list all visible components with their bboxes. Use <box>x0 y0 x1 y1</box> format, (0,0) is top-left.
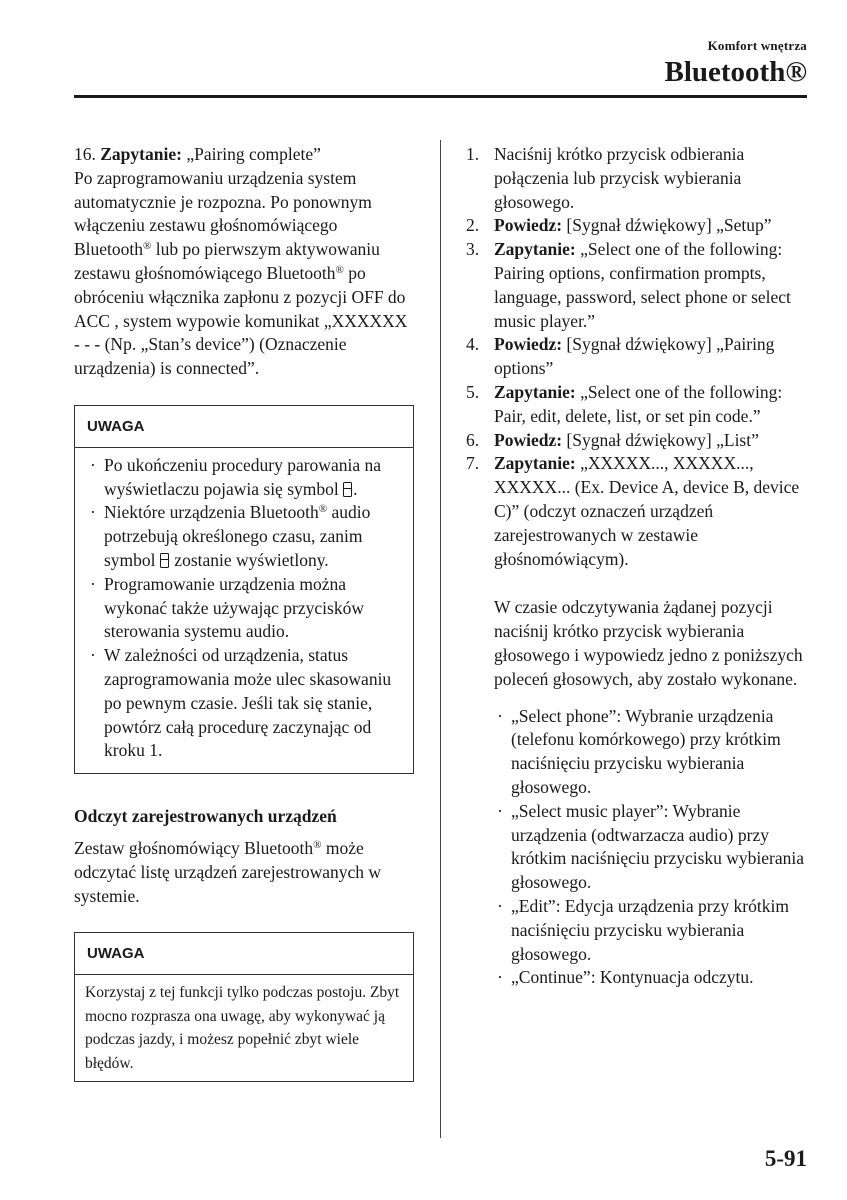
step-text: [Sygnał dźwiękowy] „List” <box>562 429 759 450</box>
paragraph-text: lub po pierwszym aktywowaniu zestawu głośnomówiącego Bluetooth <box>74 239 380 283</box>
registered-mark: ® <box>143 240 152 253</box>
note-text: audio potrzebują określonego czasu, zanim symbol <box>104 502 371 570</box>
paragraph-voice-commands: W czasie odczytywania żądanej pozycji naciśnij krótko przycisk wybierania głosowego i wypowiedz jedno z poniższych poleceń głosowych, aby zostało wykonane. <box>494 597 803 689</box>
note-item <box>87 501 403 572</box>
step-number: 1. <box>466 144 480 164</box>
note-box-2 <box>74 932 414 1082</box>
step-label: Zapytanie: <box>494 239 576 260</box>
right-column <box>466 143 808 990</box>
registered-mark: ® <box>313 838 322 851</box>
note-list <box>87 454 403 763</box>
command-item: · „Continue”: Kontynuacja odczytu. <box>494 966 808 990</box>
step-item <box>466 429 808 453</box>
paragraph-pairing-info <box>74 167 414 381</box>
note-item: · W zależności od urządzenia, status zaprogramowania może ulec skasowaniu po pewnym czasie. Jeśli tak się stanie, powtórz całą procedurę zaczynając od kroku 1. <box>87 644 403 763</box>
step-text: „Select one of the following: Pairing options, confirmation prompts, language, password, select phone or select music player.” <box>494 239 791 331</box>
note-text: Niektóre urządzenia Bluetooth <box>104 502 319 523</box>
step-number: 3. <box>466 239 480 260</box>
note-text: Po ukończeniu procedury parowania na wyświetlaczu pojawia się symbol <box>104 454 381 499</box>
step-number: 7. <box>466 453 480 474</box>
step-16-text: „Pairing complete” <box>186 144 321 164</box>
step-item <box>466 381 808 429</box>
step-item <box>466 214 808 238</box>
step-number: 5. <box>466 381 480 402</box>
step-label: Zapytanie: <box>494 381 576 402</box>
step-text: [Sygnał dźwiękowy] „Setup” <box>562 215 772 236</box>
registered-mark: ® <box>318 503 328 516</box>
command-item: · „Edit”: Edycja urządzenia przy krótkim naciśnięciu przycisku wybierania głosowego. <box>494 895 808 966</box>
note-box <box>74 405 414 774</box>
step-label: Powiedz: <box>494 429 563 450</box>
step-text: „XXXXX..., XXXXX..., XXXXX... (Ex. Device A, device B, device C)” (odczyt oznaczeń urządzeń zarejestrowanych w zestawie głośnomówiącym). <box>494 453 800 569</box>
step-item <box>466 143 808 214</box>
paragraph-text: Po zaprogramowaniu urządzenia system automatycznie je rozpozna. Po ponownym włączeniu zestawu głośnomówiącego Bluetooth <box>74 167 372 260</box>
page-number: 5-91 <box>764 1146 807 1171</box>
command-list <box>466 705 808 991</box>
registered-mark: ® <box>335 263 344 276</box>
note-text: . <box>353 478 358 499</box>
note-body <box>75 448 413 773</box>
step-number: 2. <box>466 215 480 236</box>
note-heading: UWAGA <box>75 933 413 975</box>
step-text: [Sygnał dźwiękowy] „Pairing options” <box>494 334 775 379</box>
page-title: Bluetooth® <box>664 56 807 88</box>
subheading: Odczyt zarejestrowanych urządzeń <box>74 806 337 827</box>
step-item <box>466 238 808 333</box>
step-text: „Select one of the following: Pair, edit, delete, list, or set pin code.” <box>494 381 783 426</box>
step-number: 4. <box>466 334 480 355</box>
left-column <box>74 143 414 1082</box>
command-item: · „Select music player”: Wybranie urządzenia (odtwarzacza audio) przy krótkim naciśnięciu przycisku wybierania głosowego. <box>494 800 808 895</box>
step-16 <box>74 143 414 167</box>
bluetooth-device-icon <box>160 553 169 568</box>
steps-list <box>466 143 808 571</box>
step-label: Zapytanie: <box>494 453 576 474</box>
column-divider <box>440 140 441 1138</box>
paragraph-text: może odczytać listę urządzeń zarejestrowanych w systemie. <box>74 837 382 906</box>
command-item: · „Select phone”: Wybranie urządzenia (telefonu komórkowego) przy krótkim naciśnięciu przycisku wybierania głosowego. <box>494 705 808 800</box>
note-text: zostanie wyświetlony. <box>169 549 329 570</box>
section-label: Komfort wnętrza <box>707 38 807 53</box>
paragraph-text: po obróceniu włącznika zapłonu z pozycji OFF do ACC , system wypowie komunikat „XXXXXX - - - (Np. „Stan’s device”) (Oznaczenie urządzenia) is connected”. <box>74 262 408 379</box>
note-item: · Programowanie urządzenia można wykonać także używając przycisków sterowania systemu audio. <box>87 573 403 644</box>
note-heading: UWAGA <box>75 406 413 448</box>
header-rule <box>74 95 807 98</box>
step-label: Powiedz: <box>494 215 563 236</box>
step-item <box>466 452 808 571</box>
step-number: 6. <box>466 429 480 450</box>
paragraph-text: Zestaw głośnomówiący Bluetooth <box>74 837 314 858</box>
note-item <box>87 454 403 502</box>
step-16-label: Zapytanie: <box>100 144 182 164</box>
step-label: Powiedz: <box>494 334 563 355</box>
step-16-number: 16. <box>74 144 96 164</box>
step-item <box>466 333 808 381</box>
paragraph-read-list <box>74 837 414 908</box>
bluetooth-device-icon <box>343 482 352 497</box>
step-text: Naciśnij krótko przycisk odbierania połączenia lub przycisk wybierania głosowego. <box>494 144 745 212</box>
note-body: Korzystaj z tej funkcji tylko podczas postoju. Zbyt mocno rozprasza ona uwagę, aby wykonywać ją podczas jazdy, i możesz popełnić zbyt wiele błędów. <box>85 984 400 1072</box>
